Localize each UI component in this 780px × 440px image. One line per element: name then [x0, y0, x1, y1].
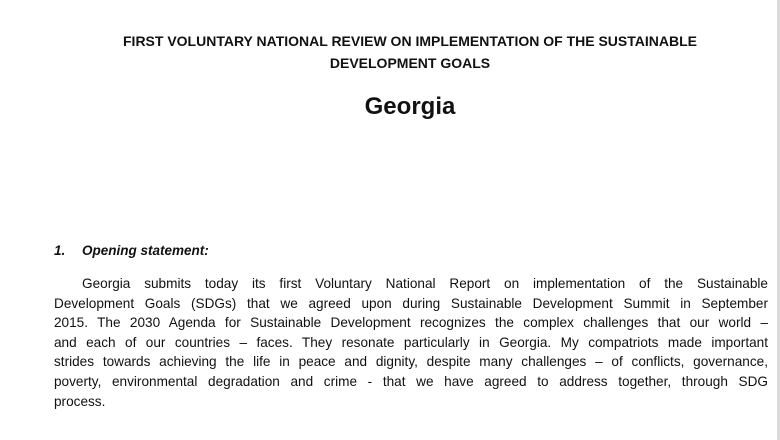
document-title	[60, 30, 760, 74]
section-heading	[54, 242, 209, 260]
paragraph-line: 2015. The 2030 Agenda for Sustainable Development recognizes the complex challenges that our world –	[54, 315, 768, 331]
paragraph-line: and each of our countries – faces. They resonate particularly in Georgia. My compatriots made important	[54, 334, 768, 350]
section-number: 1.	[54, 243, 66, 258]
country-name: Georgia	[364, 93, 456, 120]
document-title-line-2: DEVELOPMENT GOALS	[329, 55, 491, 71]
opening-statement-paragraph	[54, 274, 768, 411]
paragraph-line: process.	[54, 393, 106, 409]
paragraph-line: strides towards achieving the life in peace and dignity, despite many challenges – of conflicts, governance,	[54, 354, 768, 370]
paragraph-line: poverty, environmental degradation and crime - that we have agreed to address together, through SDG	[54, 373, 768, 389]
paragraph-line: Georgia submits today its first Voluntary National Report on implementation of the Sustainable	[82, 276, 768, 291]
section-heading-text: Opening statement:	[82, 243, 209, 258]
paragraph-line: Development Goals (SDGs) that we agreed upon during Sustainable Development Summit in September	[54, 295, 768, 311]
document-title-line-1: FIRST VOLUNTARY NATIONAL REVIEW ON IMPLEMENTATION OF THE SUSTAINABLE	[123, 33, 697, 49]
